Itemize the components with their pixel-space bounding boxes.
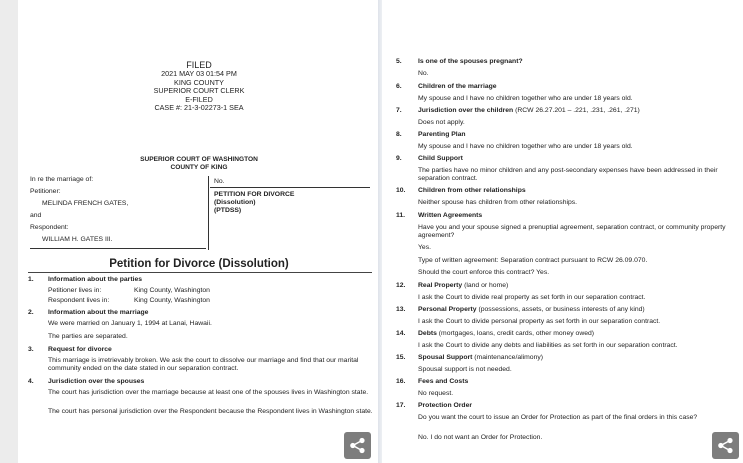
- section-number: 8.: [396, 131, 402, 138]
- section-text: This marriage is irretrievably broken. We ask the court to dissolve our marriage and find that our marital community ended on the date stated in our separation contract.: [48, 357, 359, 373]
- section-heading: Information about the marriage: [48, 309, 149, 316]
- section-14: [396, 330, 738, 350]
- heading-text: Personal Property: [418, 306, 477, 313]
- section-heading: Information about the parties: [48, 276, 143, 283]
- section-text: We were married on January 1, 1994 at Lanai, Hawaii.: [48, 320, 212, 327]
- heading-text: Jurisdiction over the children: [418, 107, 514, 114]
- section-text: My spouse and I have no children together who are under 18 years old.: [418, 95, 633, 102]
- caption-rule: [30, 248, 206, 249]
- section-text: I ask the Court to divide personal property as set forth in our separation contract.: [418, 318, 661, 325]
- case-caption: [30, 176, 370, 250]
- section-number: 12.: [396, 282, 406, 289]
- section-heading: Request for divorce: [48, 346, 112, 353]
- section-number: 4.: [28, 378, 34, 385]
- section-number: 9.: [396, 155, 402, 162]
- section-12: [396, 282, 738, 302]
- section-heading: [418, 107, 640, 115]
- section-heading: Children from other relationships: [418, 187, 526, 194]
- section-5: [396, 58, 738, 78]
- section-number: 10.: [396, 187, 406, 194]
- section-text: The court has personal jurisdiction over the Respondent because the Respondent lives in Washington state.: [48, 408, 373, 415]
- section-text: Yes.: [418, 244, 431, 251]
- section-heading: Child Support: [418, 155, 463, 162]
- section-text: Type of written agreement: Separation contract pursuant to RCW 26.09.070.: [418, 257, 648, 264]
- section-4: [28, 378, 378, 428]
- field-value: King County, Washington: [134, 297, 210, 304]
- section-text: Spousal support is not needed.: [418, 366, 512, 373]
- respondent-name: WILLIAM H. GATES III.: [42, 236, 113, 243]
- section-6: [396, 83, 738, 103]
- section-7: [396, 107, 738, 127]
- share-button[interactable]: [344, 432, 371, 459]
- petitioner-residence: [48, 287, 210, 295]
- filed-stamp: [18, 60, 380, 113]
- document-page-left: [18, 0, 380, 463]
- heading-text: Real Property: [418, 282, 463, 289]
- section-heading: Written Agreements: [418, 212, 483, 219]
- section-heading: Fees and Costs: [418, 378, 469, 385]
- section-number: 2.: [28, 309, 34, 316]
- caption-parties: [30, 176, 202, 248]
- section-text: Have you and your spouse signed a prenuptial agreement, separation contract, or community property agreement?: [418, 224, 726, 240]
- field-label: Petitioner lives in:: [48, 287, 102, 294]
- heading-note: (RCW 26.27.201 – .221, .231, .261, .271): [513, 107, 640, 114]
- respondent-label: Respondent:: [30, 224, 69, 231]
- section-number: 11.: [396, 212, 406, 219]
- section-heading: Is one of the spouses pregnant?: [418, 58, 523, 65]
- filed-line: SUPERIOR COURT CLERK: [153, 86, 245, 96]
- section-text: No request.: [418, 390, 454, 397]
- section-3: [28, 346, 378, 374]
- document-title: Petition for Divorce (Dissolution): [109, 258, 289, 270]
- heading-text: Spousal Support: [418, 354, 473, 361]
- section-number: 14.: [396, 330, 406, 337]
- court-county: COUNTY OF KING: [170, 164, 228, 171]
- section-heading: Parenting Plan: [418, 131, 466, 138]
- marriage-of-label: In re the marriage of:: [30, 176, 94, 183]
- caption-petition-info: [214, 178, 370, 215]
- petitioner-label: Petitioner:: [30, 188, 61, 195]
- section-text: I ask the Court to divide real property as set forth in our separation contract.: [418, 294, 646, 301]
- section-text: The parties are separated.: [48, 333, 128, 340]
- section-text: Does not apply.: [418, 119, 465, 126]
- section-17: [396, 402, 738, 446]
- section-text: No. I do not want an Order for Protection.: [418, 434, 543, 441]
- respondent-residence: [48, 297, 210, 305]
- share-button[interactable]: [712, 432, 739, 459]
- section-text: No.: [418, 70, 429, 77]
- section-heading: [418, 354, 543, 362]
- field-value: King County, Washington: [134, 287, 210, 294]
- section-text: Should the court enforce this contract? Yes.: [418, 269, 550, 276]
- document-page-right: [382, 0, 743, 463]
- petitioner-name: MELINDA FRENCH GATES,: [42, 200, 129, 207]
- case-no-label: No.: [214, 178, 225, 185]
- petition-subtitle: (Dissolution): [214, 199, 256, 206]
- case-number: CASE #: 21-3-02273-1 SEA: [154, 103, 244, 113]
- share-icon: [349, 437, 366, 454]
- section-number: 17.: [396, 402, 406, 409]
- petition-title: PETITION FOR DIVORCE: [214, 191, 295, 198]
- filed-line: E-FILED: [185, 94, 213, 104]
- section-heading: Jurisdiction over the spouses: [48, 378, 145, 385]
- section-text: Neither spouse has children from other relationships.: [418, 199, 578, 206]
- caption-divider: [208, 176, 209, 250]
- section-11: [396, 212, 738, 280]
- heading-note: (mortgages, loans, credit cards, other money owed): [436, 330, 595, 337]
- section-text: My spouse and I have no children together who are under 18 years old.: [418, 143, 633, 150]
- filed-title: FILED: [186, 60, 212, 70]
- section-number: 15.: [396, 354, 406, 361]
- section-heading: Children of the marriage: [418, 83, 497, 90]
- section-8: [396, 131, 738, 151]
- section-text: I ask the Court to divide any debts and liabilities as set forth in our separation contract.: [418, 342, 678, 349]
- section-text: Do you want the court to issue an Order for Protection as part of the final orders in this case?: [418, 414, 698, 421]
- filed-line: KING COUNTY: [174, 77, 224, 87]
- heading-text: Debts: [418, 330, 437, 337]
- title-rule: [28, 272, 372, 273]
- section-heading: [418, 282, 508, 290]
- section-number: 16.: [396, 378, 406, 385]
- section-1: [28, 276, 378, 306]
- field-label: Respondent lives in:: [48, 297, 110, 304]
- section-number: 6.: [396, 83, 402, 90]
- court-header: [18, 156, 380, 172]
- section-number: 7.: [396, 107, 402, 114]
- heading-note: (possessions, assets, or business interests of any kind): [476, 306, 645, 313]
- heading-note: (maintenance/alimony): [472, 354, 544, 361]
- section-16: [396, 378, 738, 398]
- section-heading: Protection Order: [418, 402, 473, 409]
- section-heading: [418, 330, 594, 338]
- section-2: [28, 309, 378, 341]
- section-13: [396, 306, 738, 326]
- section-10: [396, 187, 738, 207]
- section-15: [396, 354, 738, 374]
- section-text: The parties have no minor children and any post-secondary expenses have been addressed in their separation contract.: [418, 167, 718, 183]
- and-label: and: [30, 212, 42, 219]
- section-number: 1.: [28, 276, 34, 283]
- section-number: 3.: [28, 346, 34, 353]
- section-heading: [418, 306, 645, 314]
- section-number: 13.: [396, 306, 406, 313]
- section-number: 5.: [396, 58, 402, 65]
- petition-code: (PTDSS): [214, 207, 242, 214]
- court-name: SUPERIOR COURT OF WASHINGTON: [140, 156, 258, 163]
- share-icon: [717, 437, 734, 454]
- heading-note: (land or home): [462, 282, 509, 289]
- section-9: [396, 155, 738, 185]
- section-text: The court has jurisdiction over the marriage because at least one of the spouses lives in Washington state.: [48, 389, 369, 396]
- filed-line: 2021 MAY 03 01:54 PM: [161, 69, 237, 78]
